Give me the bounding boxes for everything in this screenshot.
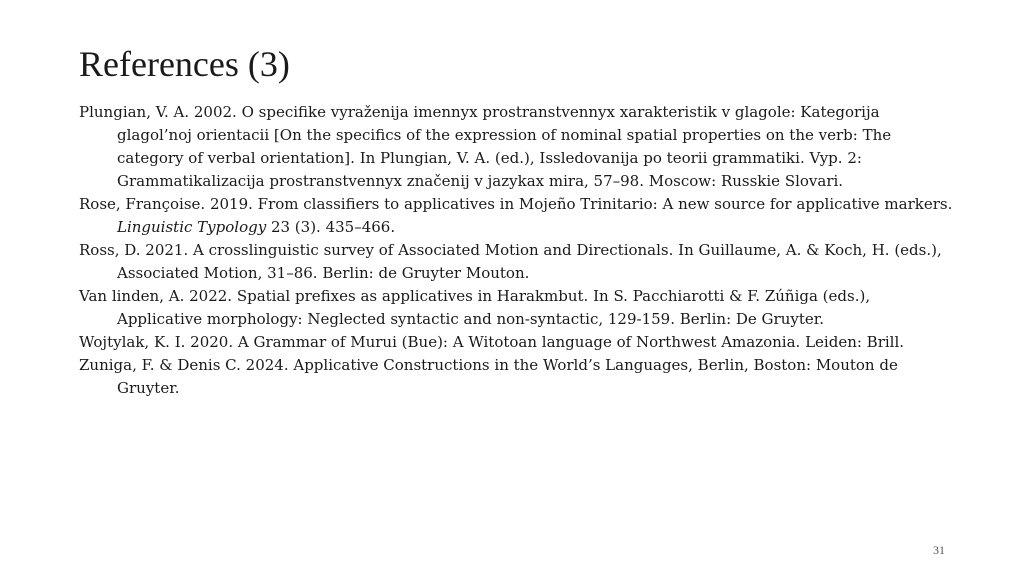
reference-text: Plungian, V. A. 2002. O specifike vyraženija imennyx prostranstvennyx xarakteristik v glagole: Kategorija glagol’noj orientacii [On the specifics of the expression of nominal spatial properties on the verb: The category of verbal orientation]. In Plungian, V. A. (ed.), Issledovanija po teorii grammatiki. Vyp. 2: Grammatikalizacija prostranstvennyx značenij v jazykax mira, 57–98. Moscow: Russkie Slovari. xyxy=(79,103,892,190)
page-number: 31 xyxy=(933,543,945,557)
reference-item-plungian xyxy=(79,101,959,193)
reference-text: Van linden, A. 2022. Spatial prefixes as applicatives in Harakmbut. In S. Pacchiarotti & F. Zúñiga (eds.), Applicative morphology: Neglected syntactic and non-syntactic, 129-159. Berlin: De Gruyter. xyxy=(79,287,871,328)
slide-title: References (3) xyxy=(79,44,290,84)
reference-item-van-linden xyxy=(79,285,959,331)
reference-item-ross xyxy=(79,239,959,285)
reference-item-zuniga xyxy=(79,354,959,400)
reference-item-rose xyxy=(79,193,959,239)
reference-text: Zuniga, F. & Denis C. 2024. Applicative Constructions in the World’s Languages, Berlin, Boston: Mouton de Gruyter. xyxy=(79,356,898,397)
reference-text: Ross, D. 2021. A crosslinguistic survey of Associated Motion and Directionals. In Guillaume, A. & Koch, H. (eds.), Associated Motion, 31–86. Berlin: de Gruyter Mouton. xyxy=(79,241,942,282)
reference-text: Wojtylak, K. I. 2020. A Grammar of Murui (Bue): A Witotoan language of Northwest Amazonia. Leiden: Brill. xyxy=(79,333,905,351)
reference-text-after: 23 (3). 435–466. xyxy=(266,218,396,236)
reference-text-before: Rose, Françoise. 2019. From classifiers to applicatives in Mojeño Trinitario: A new source for applicative markers. xyxy=(79,195,953,213)
reference-list xyxy=(79,101,959,400)
reference-item-wojtylak xyxy=(79,331,959,354)
reference-journal-title: Linguistic Typology xyxy=(117,218,267,236)
